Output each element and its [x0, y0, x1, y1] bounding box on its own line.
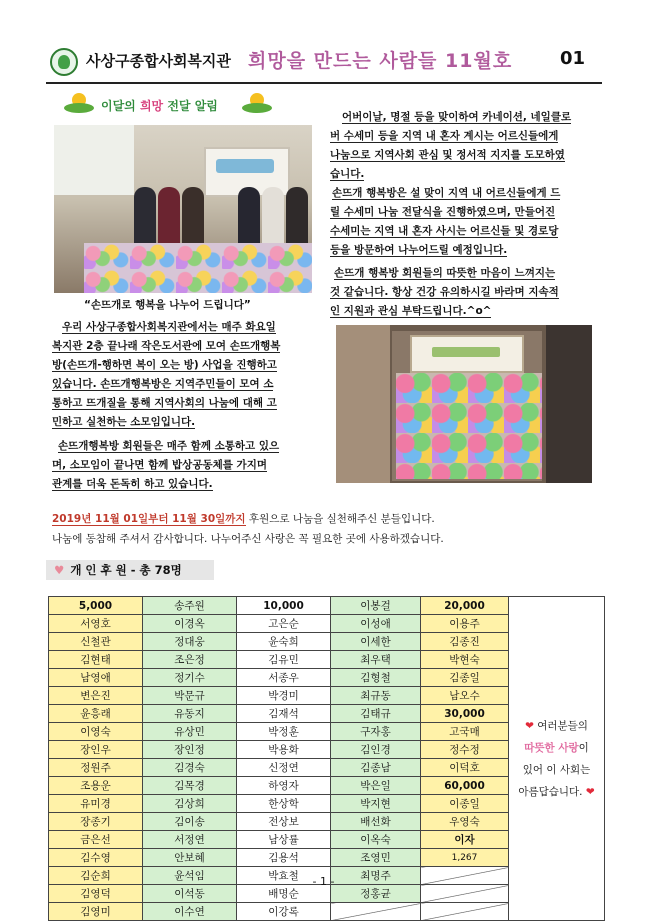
thanks-line: 나눔에 동참해 주셔서 감사합니다. 나누어주신 사랑은 꼭 필요한 곳에 사용하겠습니다. — [52, 533, 444, 545]
appreciation-message — [509, 597, 605, 921]
donor-name-cell: 김목경 — [143, 777, 237, 795]
right-paragraph-line: 어버이날, 명절 등을 맞이하여 카네이션, 네일클로 — [342, 111, 572, 123]
donor-name-cell: 이자 — [421, 831, 509, 849]
donor-name-cell: 이종일 — [421, 795, 509, 813]
donor-name-cell: 김태규 — [331, 705, 421, 723]
donor-name-cell: 김순희 — [49, 867, 143, 885]
donor-name-cell: 박은일 — [331, 777, 421, 795]
right-paragraph-line: 나눔으로 지역사회 관심 및 정서적 지지를 도모하였 — [330, 149, 565, 161]
donation-period-line: 2019년 11월 01일부터 11월 30일까지 후원으로 나눔을 실천해주신 분들입니다. — [52, 513, 435, 525]
message-line: 있어 이 사회는 — [522, 763, 591, 776]
donation-amount-cell: 5,000 — [49, 597, 143, 615]
donor-name-cell: 서영호 — [49, 615, 143, 633]
donor-name-cell: 정대웅 — [143, 633, 237, 651]
donor-name-cell: 하영자 — [237, 777, 331, 795]
donor-name-cell: 서정연 — [143, 831, 237, 849]
donor-name-cell: 윤숙희 — [237, 633, 331, 651]
message-highlight: 따뜻한 사랑 — [524, 741, 579, 754]
donor-name-cell: 김현태 — [49, 651, 143, 669]
donation-amount-cell: 20,000 — [421, 597, 509, 615]
section-banner-title: 이달의 희망 전달 알림 — [101, 99, 218, 113]
donor-name-cell: 윤흥래 — [49, 705, 143, 723]
donor-name-cell: 고은순 — [237, 615, 331, 633]
knitted-scrubbers-photo — [336, 325, 592, 483]
left-paragraph-line: 손뜨개행복방 회원들은 매주 함께 소통하고 있으 — [58, 440, 280, 452]
donor-name-cell: 신정연 — [237, 759, 331, 777]
organization-name: 사상구종합사회복지관 — [86, 52, 231, 70]
donor-name-cell: 박현숙 — [421, 651, 509, 669]
right-paragraph-line: 습니다. — [330, 168, 365, 180]
donor-name-cell: 배명순 — [237, 885, 331, 903]
donor-name-cell: 장인정 — [143, 741, 237, 759]
photo-caption: “손뜨개로 행복을 나누어 드립니다” — [84, 299, 251, 311]
page-footer: - 1 - — [312, 875, 335, 888]
donor-name-cell: 이봉걸 — [331, 597, 421, 615]
left-paragraph-line: 통하고 뜨개질을 통해 지역사회의 나눔에 대해 고 — [52, 397, 277, 409]
donation-amount-cell: 30,000 — [421, 705, 509, 723]
donor-name-cell: 이경옥 — [143, 615, 237, 633]
left-paragraph-line: 방(손뜨개-행하면 복이 오는 방) 사업을 진행하고 — [52, 359, 277, 371]
group-photo — [54, 125, 312, 293]
right-paragraph-line: 수세미는 지역 내 혼자 사시는 어르신들 및 경로당 — [330, 225, 559, 237]
donor-name-cell: 이용주 — [421, 615, 509, 633]
donor-name-cell: 유미경 — [49, 795, 143, 813]
donor-name-cell: 정수정 — [421, 741, 509, 759]
donor-name-cell: 김유민 — [237, 651, 331, 669]
donor-name-cell: 조은정 — [143, 651, 237, 669]
donor-name-cell: 최우택 — [331, 651, 421, 669]
left-paragraph-line: 복지관 2층 끝나래 작은도서관에 모여 손뜨개행복 — [52, 340, 281, 352]
donor-table — [48, 596, 605, 921]
donor-name-cell: 김경숙 — [143, 759, 237, 777]
agency-logo-icon — [50, 48, 78, 76]
donor-name-cell: 우영숙 — [421, 813, 509, 831]
donor-name-cell: 이옥숙 — [331, 831, 421, 849]
donor-name-cell: 고국매 — [421, 723, 509, 741]
donor-name-cell: 정홍균 — [331, 885, 421, 903]
right-paragraph-line: 릴 수세미 나눔 전달식을 진행하였으며, 만들어진 — [330, 206, 556, 218]
donor-name-cell: 최명주 — [331, 867, 421, 885]
right-paragraph-line: 손뜨개 행복방 회원들의 따뜻한 마음이 느껴지는 — [334, 267, 556, 279]
donor-name-cell: 이강록 — [237, 903, 331, 921]
donor-name-cell: 박지현 — [331, 795, 421, 813]
right-paragraph-line: 인 지원과 관심 부탁드립니다.^o^ — [330, 305, 492, 317]
donation-amount-cell: 10,000 — [237, 597, 331, 615]
donor-name-cell: 구자홍 — [331, 723, 421, 741]
table-row — [49, 597, 605, 615]
donation-amount-cell: 60,000 — [421, 777, 509, 795]
donor-name-cell: 김영덕 — [49, 885, 143, 903]
donor-name-cell: 김종진 — [421, 633, 509, 651]
heart-icon: ❤ — [525, 719, 534, 732]
donor-name-cell: 정원주 — [49, 759, 143, 777]
donor-name-cell: 이덕호 — [421, 759, 509, 777]
donor-name-cell: 조용운 — [49, 777, 143, 795]
individual-sponsor-heading: ♥ 개 인 후 원 - 총 78명 — [46, 560, 214, 580]
donor-name-cell: 남상률 — [237, 831, 331, 849]
empty-cell — [331, 903, 421, 921]
sun-leaf-right-icon — [240, 93, 274, 115]
donor-name-cell: 이영숙 — [49, 723, 143, 741]
donor-name-cell: 김상희 — [143, 795, 237, 813]
donor-name-cell: 김종일 — [421, 669, 509, 687]
donor-name-cell: 김용석 — [237, 849, 331, 867]
donor-name-cell: 김수영 — [49, 849, 143, 867]
donor-name-cell: 전상보 — [237, 813, 331, 831]
donor-name-cell: 박효철 — [237, 867, 331, 885]
message-line: 아름답습니다. — [518, 785, 583, 798]
donor-name-cell: 장인우 — [49, 741, 143, 759]
donor-name-cell: 송주원 — [143, 597, 237, 615]
donation-amount-cell: 1,267 — [421, 849, 509, 867]
donor-name-cell: 정기수 — [143, 669, 237, 687]
donor-name-cell: 이석동 — [143, 885, 237, 903]
header-divider — [46, 82, 602, 84]
donor-name-cell: 한상학 — [237, 795, 331, 813]
donor-name-cell: 김종남 — [331, 759, 421, 777]
donor-name-cell: 김인경 — [331, 741, 421, 759]
left-paragraph-line: 관계를 더욱 돈독히 하고 있습니다. — [52, 478, 213, 490]
donor-name-cell: 이수연 — [143, 903, 237, 921]
donor-name-cell: 이세한 — [331, 633, 421, 651]
right-paragraph-line: 버 수세미 등을 지역 내 혼자 계시는 어르신들에게 — [330, 130, 559, 142]
left-paragraph-line: 있습니다. 손뜨개행복방은 지역주민들이 모여 소 — [52, 378, 274, 390]
left-paragraph-line: 민하고 실천하는 소모임입니다. — [52, 416, 196, 428]
right-paragraph-line: 손뜨개 행복방은 설 맞이 지역 내 어르신들에게 드 — [332, 187, 561, 199]
donor-name-cell: 서종우 — [237, 669, 331, 687]
message-line: 이 — [578, 741, 589, 754]
donor-name-cell: 박경미 — [237, 687, 331, 705]
donor-name-cell: 금은선 — [49, 831, 143, 849]
left-paragraph-line: 며, 소모임이 끝나면 함께 밥상공동체를 가지며 — [52, 459, 267, 471]
message-line: 여러분들의 — [537, 719, 588, 732]
empty-cell — [421, 903, 509, 921]
donor-name-cell: 박정훈 — [237, 723, 331, 741]
donor-name-cell: 신철관 — [49, 633, 143, 651]
donor-name-cell: 박용화 — [237, 741, 331, 759]
left-paragraph-line: 우리 사상구종합사회복지관에서는 매주 화요일 — [62, 321, 276, 333]
donor-name-cell: 이성애 — [331, 615, 421, 633]
heart-icon: ♥ — [54, 563, 65, 577]
heart-icon: ❤ — [585, 785, 595, 798]
right-paragraph-line: 것 같습니다. 항상 건강 유의하시길 바라며 지속적 — [330, 286, 559, 298]
sun-leaf-left-icon — [62, 93, 96, 115]
donor-name-cell: 장종기 — [49, 813, 143, 831]
donor-name-cell: 윤석임 — [143, 867, 237, 885]
donor-name-cell: 최규동 — [331, 687, 421, 705]
page-number: 01 — [560, 48, 586, 69]
donor-name-cell: 조영민 — [331, 849, 421, 867]
donor-name-cell: 남오수 — [421, 687, 509, 705]
donor-name-cell: 김이송 — [143, 813, 237, 831]
donor-name-cell: 김형철 — [331, 669, 421, 687]
donor-name-cell: 유상민 — [143, 723, 237, 741]
donor-name-cell: 배선화 — [331, 813, 421, 831]
donor-name-cell: 박문규 — [143, 687, 237, 705]
donor-name-cell: 변은진 — [49, 687, 143, 705]
donor-name-cell: 김영미 — [49, 903, 143, 921]
issue-title: 희망을 만드는 사람들 11월호 — [248, 50, 513, 72]
donor-name-cell: 남영애 — [49, 669, 143, 687]
right-paragraph-line: 등을 방문하여 나누어드릴 예정입니다. — [330, 244, 508, 256]
donor-name-cell: 김재석 — [237, 705, 331, 723]
donor-name-cell: 안보혜 — [143, 849, 237, 867]
donor-name-cell: 유동지 — [143, 705, 237, 723]
